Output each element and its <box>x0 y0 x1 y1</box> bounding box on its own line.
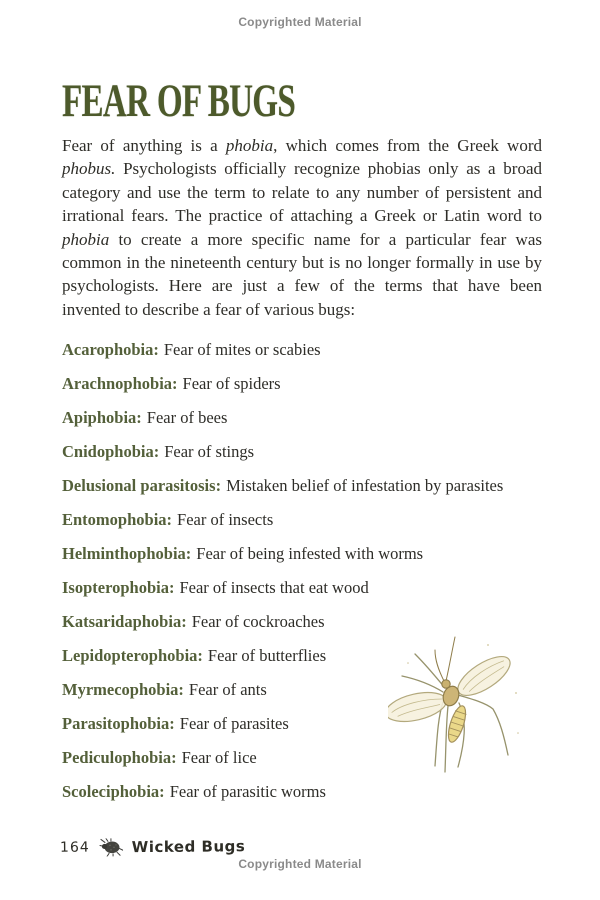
list-item <box>62 339 542 360</box>
intro-segment: Psychologists officially recognize phobias only as a broad category and use the term to relate to any number of persistent and irrational fears. The practice of attaching a Greek or Latin word to <box>62 159 542 226</box>
phobia-term: Myrmecophobia: <box>62 680 184 700</box>
phobia-definition: Fear of insects that eat wood <box>179 578 369 598</box>
phobia-definition: Fear of lice <box>181 748 257 768</box>
copyright-notice-top: Copyrighted Material <box>238 15 362 29</box>
phobia-definition: Mistaken belief of infestation by parasites <box>226 476 504 496</box>
phobia-term: Arachnophobia: <box>62 374 178 394</box>
phobia-term: Katsaridaphobia: <box>62 612 187 632</box>
phobia-definition: Fear of ants <box>188 680 267 700</box>
phobia-definition: Fear of mites or scabies <box>163 340 321 360</box>
list-item <box>62 543 542 564</box>
gnat-illustration <box>388 633 540 785</box>
phobia-definition: Fear of butterflies <box>207 646 327 666</box>
phobia-definition: Fear of parasitic worms <box>169 782 326 802</box>
intro-segment-italic: phobia <box>62 229 110 249</box>
phobia-term: Acarophobia: <box>62 340 159 360</box>
intro-paragraph <box>62 134 542 321</box>
phobia-term: Scoleciphobia: <box>62 782 165 802</box>
book-title: Wicked Bugs <box>131 837 246 857</box>
phobia-definition: Fear of spiders <box>182 374 281 394</box>
phobia-definition: Fear of insects <box>177 510 274 530</box>
intro-segment: to create a more specific name for a particular fear was common in the nineteenth century but is no longer formally in use by psychologists. Here are just a few of the terms that have been invented to describe a fear of various bugs: <box>62 229 542 319</box>
list-item <box>62 577 542 598</box>
phobia-term: Pediculophobia: <box>62 748 177 768</box>
intro-segment-italic: phobus. <box>62 159 116 179</box>
beetle-icon <box>99 838 123 856</box>
phobia-term: Lepidopterophobia: <box>62 646 203 666</box>
phobia-term: Apiphobia: <box>62 408 142 428</box>
phobia-term: Isopterophobia: <box>62 578 175 598</box>
list-item <box>62 407 542 428</box>
list-item <box>62 611 542 632</box>
intro-segment: Fear of anything is a <box>62 136 226 155</box>
phobia-term: Entomophobia: <box>62 510 173 530</box>
phobia-term: Parasitophobia: <box>62 714 175 734</box>
phobia-definition: Fear of parasites <box>179 714 289 734</box>
phobia-definition: Fear of stings <box>164 442 255 462</box>
list-item <box>62 441 542 462</box>
copyright-notice-bottom: Copyrighted Material <box>238 857 362 871</box>
list-item <box>62 373 542 394</box>
list-item <box>62 475 542 496</box>
phobia-term: Cnidophobia: <box>62 442 160 462</box>
phobia-definition: Fear of bees <box>146 408 228 428</box>
list-item <box>62 509 542 530</box>
page-footer <box>60 837 245 857</box>
intro-segment-italic: phobia <box>225 136 274 155</box>
phobia-term: Helminthophobia: <box>62 544 192 564</box>
phobia-definition: Fear of being infested with worms <box>196 544 424 564</box>
intro-segment: , which comes from the Greek word <box>273 136 542 155</box>
phobia-definition: Fear of cockroaches <box>191 612 325 632</box>
page-title: FEAR OF BUGS <box>62 74 296 127</box>
page-number: 164 <box>59 839 90 856</box>
phobia-term: Delusional parasitosis: <box>62 476 222 496</box>
